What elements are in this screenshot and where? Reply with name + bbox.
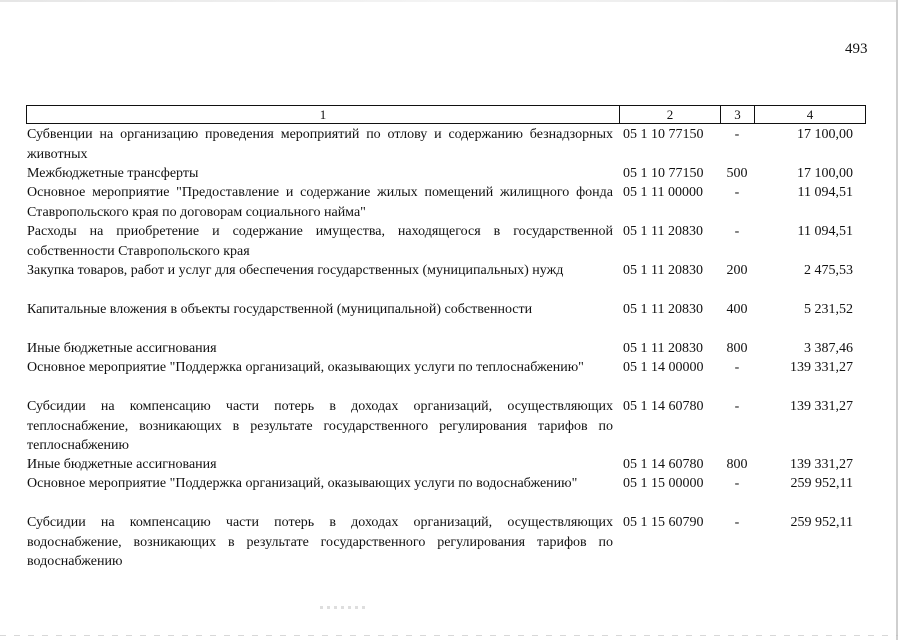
row-type: - xyxy=(734,127,740,142)
row-amount: 139 331,27 xyxy=(790,457,853,472)
row-amount: 259 952,11 xyxy=(790,515,853,530)
row-name: Иные бюджетные ассигнования xyxy=(27,341,217,356)
row-type: - xyxy=(734,360,740,375)
row-type: - xyxy=(734,399,740,414)
row-name: Основное мероприятие "Предоставление и содержание жилых помещений жилищного фонда Ставропольского края по договорам социального найма" xyxy=(27,185,613,220)
row-name: Иные бюджетные ассигнования xyxy=(27,457,217,472)
row-amount: 3 387,46 xyxy=(804,341,853,356)
row-type: - xyxy=(734,224,740,239)
row-name: Основное мероприятие "Поддержка организаций, оказывающих услуги по водоснабжению" xyxy=(27,476,578,491)
row-amount: 17 100,00 xyxy=(797,127,853,142)
row-type: - xyxy=(734,515,740,530)
row-code: 05 1 15 00000 xyxy=(623,476,704,491)
row-code: 05 1 14 60780 xyxy=(623,457,704,472)
row-name: Расходы на приобретение и содержание имущества, находящегося в государственной собственности Ставропольского края xyxy=(27,224,613,259)
row-amount: 2 475,53 xyxy=(804,263,853,278)
scan-bottom-edge xyxy=(0,635,898,636)
row-type: 200 xyxy=(726,263,748,278)
row-code: 05 1 10 77150 xyxy=(623,166,704,181)
row-type: - xyxy=(734,185,740,200)
row-name: Субсидии на компенсацию части потерь в доходах организаций, осуществляющих водоснабжение, возникающих в результате государственного регулирования тарифов по водоснабжению xyxy=(27,515,613,569)
page-number: 493 xyxy=(845,41,868,57)
row-name: Основное мероприятие "Поддержка организаций, оказывающих услуги по теплоснабжению" xyxy=(27,360,584,375)
row-amount: 5 231,52 xyxy=(804,302,853,317)
row-amount: 17 100,00 xyxy=(797,166,853,181)
row-code: 05 1 11 20830 xyxy=(623,302,703,317)
row-type: 800 xyxy=(726,341,748,356)
row-code: 05 1 14 00000 xyxy=(623,360,704,375)
row-amount: 11 094,51 xyxy=(797,224,853,239)
row-name: Межбюджетные трансферты xyxy=(27,166,199,181)
row-name: Субвенции на организацию проведения мероприятий по отлову и содержанию безнадзорных животных xyxy=(27,127,613,162)
column-header-2: 2 xyxy=(620,106,721,124)
column-header-1: 1 xyxy=(27,106,620,124)
row-name: Субсидии на компенсацию части потерь в доходах организаций, осуществляющих теплоснабжение, возникающих в результате государственного регулирования тарифов по теплоснабжению xyxy=(27,399,613,453)
column-header-4: 4 xyxy=(755,106,866,124)
row-amount: 11 094,51 xyxy=(797,185,853,200)
row-amount: 139 331,27 xyxy=(790,360,853,375)
row-type: - xyxy=(734,476,740,491)
row-name: Капитальные вложения в объекты государственной (муниципальной) собственности xyxy=(27,302,533,317)
row-code: 05 1 11 20830 xyxy=(623,263,703,278)
row-code: 05 1 14 60780 xyxy=(623,399,704,414)
row-type: 800 xyxy=(726,457,748,472)
row-code: 05 1 11 20830 xyxy=(623,224,703,239)
row-code: 05 1 15 60790 xyxy=(623,515,704,530)
column-header-3: 3 xyxy=(721,106,755,124)
row-type: 400 xyxy=(726,302,748,317)
row-amount: 139 331,27 xyxy=(790,399,853,414)
row-code: 05 1 11 20830 xyxy=(623,341,703,356)
row-amount: 259 952,11 xyxy=(790,476,853,491)
row-name: Закупка товаров, работ и услуг для обеспечения государственных (муниципальных) нужд xyxy=(27,263,564,278)
row-code: 05 1 10 77150 xyxy=(623,127,704,142)
scan-artifact xyxy=(320,606,366,609)
row-code: 05 1 11 00000 xyxy=(623,185,703,200)
row-type: 500 xyxy=(726,166,748,181)
